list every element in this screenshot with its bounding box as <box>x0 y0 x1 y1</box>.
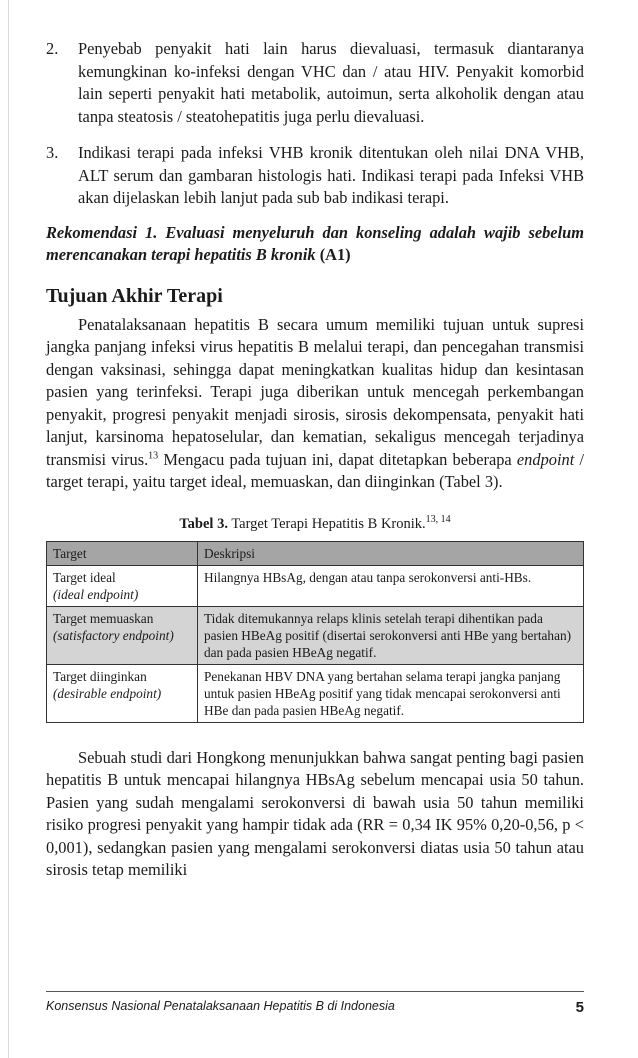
target-english: (satisfactory endpoint) <box>53 627 174 643</box>
footer-title: Konsensus Nasional Penatalaksanaan Hepatitis B di Indonesia <box>46 999 395 1013</box>
document-page <box>46 38 584 882</box>
italic-term: endpoint <box>516 449 575 469</box>
target-name: Target diinginkan <box>53 668 147 684</box>
table-caption-label: Tabel 3. <box>179 515 228 532</box>
section-heading: Tujuan Akhir Terapi <box>46 284 223 307</box>
paragraph-text: Mengacu pada tujuan ini, dapat ditetapkan beberapa <box>158 449 517 469</box>
table-header-row <box>47 541 584 565</box>
list-item <box>46 142 584 210</box>
description-cell: Hilangnya HBsAg, dengan atau tanpa serokonversi anti-HBs. <box>198 565 584 606</box>
reference-superscript: 13 <box>148 450 159 462</box>
target-cell <box>47 606 198 664</box>
description-cell: Tidak ditemukannya relaps klinis setelah terapi dihentikan pada pasien HBeAg positif (disertai serokonversi anti HBe yang bertahan) dan pada pasien HBeAg negatif. <box>198 606 584 664</box>
list-item <box>46 38 584 128</box>
list-number: 3. <box>46 143 59 162</box>
list-text: Penyebab penyakit hati lain harus dievaluasi, termasuk diantaranya kemungkinan ko-infeksi dengan VHC dan / atau HIV. Penyakit komorbid lain seperti penyakit hati metabolik, autoimun, serta alkoholik dengan atau tanpa steatosis / steatohepatitis juga perlu dievaluasi. <box>78 39 584 126</box>
body-paragraph: Sebuah studi dari Hongkong menunjukkan bahwa sangat penting bagi pasien hepatitis B untuk mencapai hilangnya HBsAg sebelum mencapai usia 50 tahun. Pasien yang sudah mengalami serokonversi di bawah usia 50 tahun memiliki risiko progresi penyakit yang hampir tidak ada (RR = 0,34 IK 95% 0,20-0,56, p < 0,001), sedangkan pasien yang mengalami serokonversi diatas usia 50 tahun atau sirosis tetap memiliki <box>46 747 584 879</box>
recommendation-code: (A1) <box>319 245 351 264</box>
page-number: 5 <box>575 999 584 1016</box>
target-cell <box>47 664 198 722</box>
table-caption-text: Target Terapi Hepatitis B Kronik. <box>227 515 426 532</box>
reference-superscript: 13, 14 <box>425 513 451 525</box>
column-header-target: Target <box>47 541 198 565</box>
footer-divider <box>46 991 584 992</box>
table-caption <box>46 513 584 533</box>
body-paragraph <box>46 314 584 494</box>
target-english: (desirable endpoint) <box>53 685 162 701</box>
target-name: Target ideal <box>53 569 116 585</box>
recommendation <box>46 222 584 267</box>
page-footer <box>46 999 584 1016</box>
page-edge-line <box>8 0 9 1058</box>
table-row <box>47 606 584 664</box>
target-cell <box>47 565 198 606</box>
column-header-description: Deskripsi <box>198 541 584 565</box>
target-table <box>46 541 584 723</box>
target-english: (ideal endpoint) <box>53 586 139 602</box>
paragraph-text: Penatalaksanaan hepatitis B secara umum memiliki tujuan untuk supresi jangka panjang infeksi virus hepatitis B melalui terapi, dan pencegahan transmisi dengan vaksinasi, sehingga dapat meningkatkan kualitas hidup dan kesintasan pasien yang terinfeksi. Terapi juga diberikan untuk mencegah perkembangan penyakit, progresi penyakit menjadi sirosis, sirosis dekompensata, penyakit hati lanjut, karsinoma hepatoselular, dan kematian, sekaligus mencegah terjadinya transmisi virus. <box>46 314 584 469</box>
paragraph-text: / target terapi, yaitu target ideal, memuaskan, dan diinginkan (Tabel 3). <box>46 449 585 491</box>
recommendation-text: Rekomendasi 1. Evaluasi menyeluruh dan konseling adalah wajib sebelum merencanakan terapi hepatitis B kronik <box>46 222 584 264</box>
list-text: Indikasi terapi pada infeksi VHB kronik ditentukan oleh nilai DNA VHB, ALT serum dan gambaran histologis hati. Indikasi terapi pada Infeksi VHB akan dijelaskan lebih lanjut pada sub bab indikasi terapi. <box>78 143 584 207</box>
description-cell: Penekanan HBV DNA yang bertahan selama terapi jangka panjang untuk pasien HBeAg positif yang tidak mencapai serokonversi anti HBe dan pada pasien HBeAg negatif. <box>198 664 584 722</box>
table-row <box>47 664 584 722</box>
list-number: 2. <box>46 39 59 58</box>
table-row <box>47 565 584 606</box>
target-name: Target memuaskan <box>53 610 154 626</box>
